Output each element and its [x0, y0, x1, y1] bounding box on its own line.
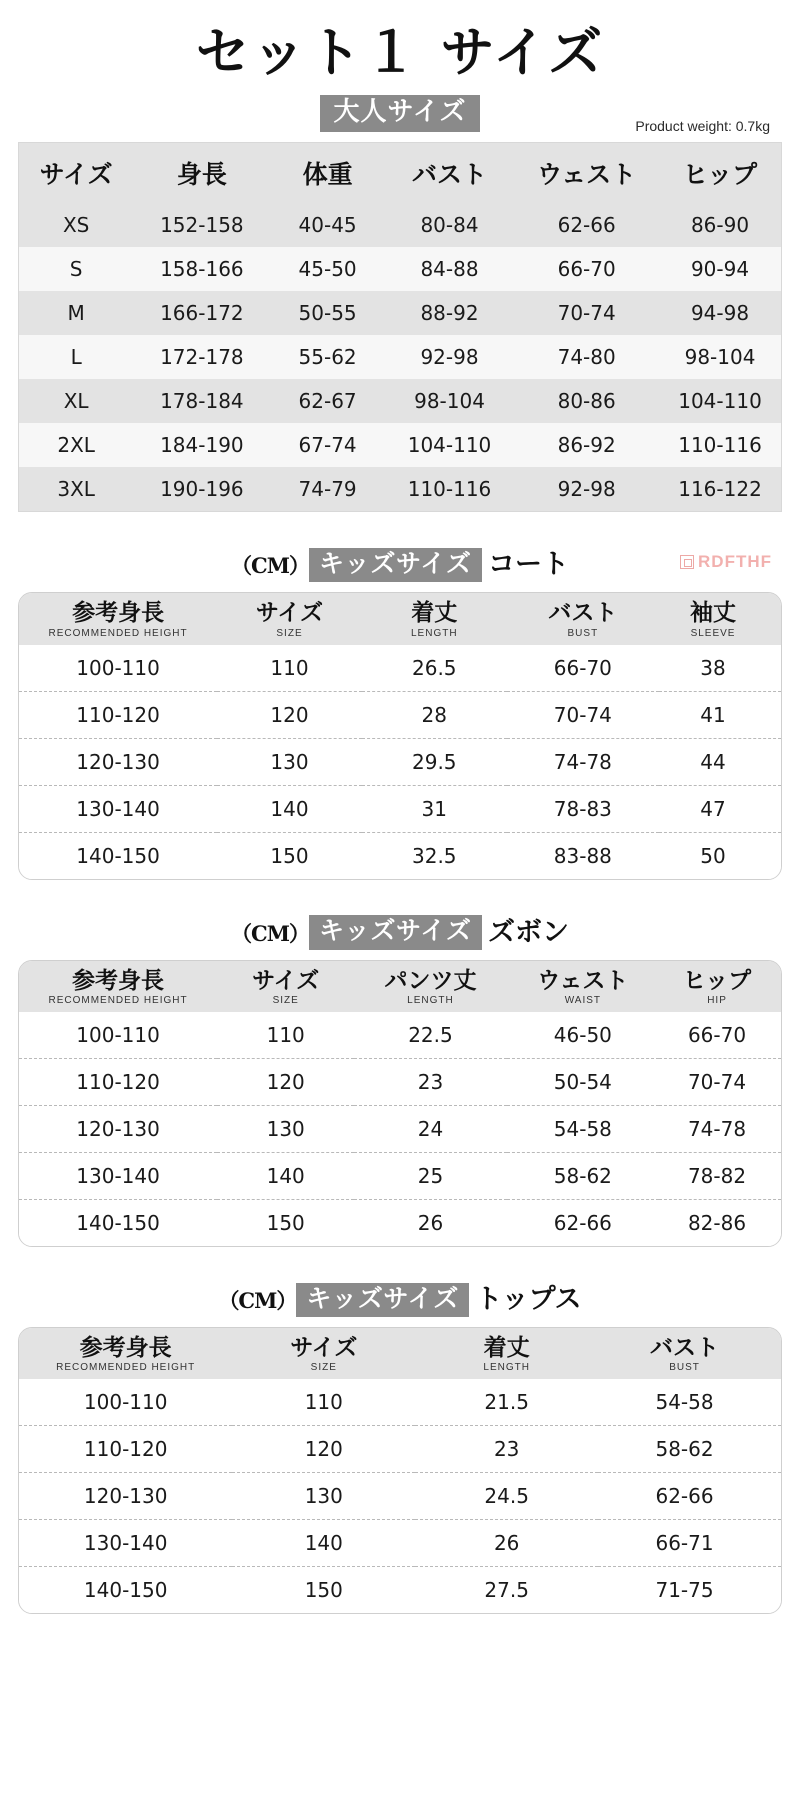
table-row: [19, 1199, 781, 1246]
kids-pants-section-header: [0, 910, 800, 956]
table-row: [19, 1520, 781, 1567]
cell-size: 120: [217, 691, 362, 738]
cell-bust: 104-110: [385, 423, 515, 467]
table-row: [19, 1058, 781, 1105]
cell-length: 24: [354, 1105, 506, 1152]
cell-hip: 94-98: [659, 291, 781, 335]
cell-hip: 66-70: [659, 1012, 781, 1059]
cell-length: 26: [415, 1520, 598, 1567]
cell-waist: 86-92: [514, 423, 659, 467]
kids-tops-table: [19, 1328, 781, 1613]
cell-waist: 46-50: [507, 1012, 659, 1059]
kids-coat-section-header: [0, 542, 800, 588]
col-header-en: RECOMMENDED HEIGHT: [48, 994, 188, 1006]
cell-size: 110: [217, 645, 362, 692]
kids-pants-table-wrapper: [18, 960, 782, 1247]
col-header-waist: ウェスト: [514, 143, 659, 203]
col-header-en: BUST: [669, 1362, 700, 1374]
cell-hip: 104-110: [659, 379, 781, 423]
cell-weight: 50-55: [270, 291, 384, 335]
col-header-recommended-height: [19, 1328, 232, 1379]
cell-recommended-height: 140-150: [19, 1199, 217, 1246]
cell-waist: 58-62: [507, 1152, 659, 1199]
cell-height: 178-184: [133, 379, 270, 423]
col-header-size: [232, 1328, 415, 1379]
cell-bust: 54-58: [598, 1379, 781, 1426]
col-header-length: [415, 1328, 598, 1379]
table-row: [19, 467, 781, 511]
col-header-length: [362, 593, 507, 644]
kids-coat-table-wrapper: [18, 592, 782, 879]
cell-weight: 67-74: [270, 423, 384, 467]
cell-size: S: [19, 247, 133, 291]
kids-tops-section: [0, 1277, 800, 1614]
garment-label-tops: トップス: [475, 1283, 582, 1315]
cell-sleeve: 41: [659, 691, 781, 738]
cell-recommended-height: 110-120: [19, 691, 217, 738]
cell-height: 158-166: [133, 247, 270, 291]
col-header-size: サイズ: [19, 143, 133, 203]
cell-waist: 92-98: [514, 467, 659, 511]
table-row: [19, 335, 781, 379]
cell-size: 2XL: [19, 423, 133, 467]
cell-bust: 80-84: [385, 203, 515, 247]
table-header-row: [19, 593, 781, 644]
adult-section: [0, 95, 800, 512]
col-header-jp: 着丈: [483, 1334, 530, 1361]
cell-size: 140: [217, 1152, 354, 1199]
col-header-en: SIZE: [272, 994, 299, 1006]
cell-length: 27.5: [415, 1567, 598, 1614]
cell-size: 110: [232, 1379, 415, 1426]
cell-size: XL: [19, 379, 133, 423]
cell-waist: 62-66: [507, 1199, 659, 1246]
col-header-jp: 参考身長: [79, 1334, 172, 1361]
adult-section-header: [0, 95, 800, 138]
col-header-hip: ヒップ: [659, 143, 781, 203]
col-header-jp: サイズ: [255, 600, 324, 627]
col-header-sleeve: [659, 593, 781, 644]
table-row: [19, 291, 781, 335]
cell-length: 23: [354, 1058, 506, 1105]
cell-bust: 66-70: [507, 645, 659, 692]
kids-pants-table: [19, 961, 781, 1246]
cell-bust: 62-66: [598, 1473, 781, 1520]
cell-sleeve: 38: [659, 645, 781, 692]
watermark-text: RDFTHF: [698, 552, 772, 571]
cell-bust: 98-104: [385, 379, 515, 423]
cell-weight: 45-50: [270, 247, 384, 291]
col-header-jp: サイズ: [290, 1334, 358, 1361]
kids-coat-table: [19, 593, 781, 878]
col-header-en: HIP: [707, 994, 727, 1006]
cell-waist: 80-86: [514, 379, 659, 423]
cell-sleeve: 50: [659, 832, 781, 879]
col-header-en: BUST: [567, 627, 599, 639]
cell-recommended-height: 140-150: [19, 1567, 232, 1614]
table-row: [19, 645, 781, 692]
cell-length: 26.5: [362, 645, 507, 692]
product-weight-note: Product weight: 0.7kg: [635, 118, 770, 135]
cell-weight: 55-62: [270, 335, 384, 379]
cell-size: 120: [217, 1058, 354, 1105]
cell-waist: 70-74: [514, 291, 659, 335]
col-header-en: LENGTH: [410, 627, 458, 639]
kids-pants-section: [0, 910, 800, 1247]
table-header-row: [19, 143, 781, 203]
cell-height: 172-178: [133, 335, 270, 379]
col-header-recommended-height: [19, 961, 217, 1012]
cell-bust: 84-88: [385, 247, 515, 291]
cell-waist: 74-80: [514, 335, 659, 379]
cell-waist: 54-58: [507, 1105, 659, 1152]
table-row: [19, 1105, 781, 1152]
col-header-bust: バスト: [385, 143, 515, 203]
cell-size: M: [19, 291, 133, 335]
table-row: [19, 1152, 781, 1199]
col-header-recommended-height: [19, 593, 217, 644]
table-row: [19, 247, 781, 291]
cell-waist: 66-70: [514, 247, 659, 291]
cell-recommended-height: 110-120: [19, 1426, 232, 1473]
cell-size: 140: [232, 1520, 415, 1567]
table-row: [19, 1012, 781, 1059]
col-header-jp: 着丈: [411, 600, 458, 627]
table-row: [19, 1567, 781, 1614]
col-header-jp: パンツ丈: [384, 967, 477, 994]
adult-size-table: [19, 143, 781, 511]
cell-size: 130: [232, 1473, 415, 1520]
table-row: [19, 1426, 781, 1473]
col-header-bust: [598, 1328, 781, 1379]
garment-label-pants: ズボン: [487, 916, 569, 948]
cell-bust: 92-98: [385, 335, 515, 379]
cell-height: 184-190: [133, 423, 270, 467]
cell-recommended-height: 100-110: [19, 1012, 217, 1059]
table-row: [19, 691, 781, 738]
col-header-en: LENGTH: [407, 994, 454, 1006]
adult-size-tag: 大人サイズ: [320, 95, 481, 132]
col-header-en: SIZE: [310, 1362, 337, 1374]
cell-height: 152-158: [133, 203, 270, 247]
cell-recommended-height: 130-140: [19, 1520, 232, 1567]
cell-size: 140: [217, 785, 362, 832]
cell-hip: 82-86: [659, 1199, 781, 1246]
kids-size-tag: キッズサイズ: [309, 548, 482, 582]
table-row: [19, 379, 781, 423]
col-header-en: RECOMMENDED HEIGHT: [56, 1362, 196, 1374]
kids-size-tag: キッズサイズ: [309, 915, 482, 949]
cell-hip: 70-74: [659, 1058, 781, 1105]
cell-recommended-height: 130-140: [19, 1152, 217, 1199]
cell-length: 22.5: [354, 1012, 506, 1059]
cell-size: 120: [232, 1426, 415, 1473]
cell-length: 32.5: [362, 832, 507, 879]
table-row: [19, 738, 781, 785]
table-row: [19, 832, 781, 879]
col-header-size: [217, 961, 354, 1012]
kids-size-tag: キッズサイズ: [296, 1283, 469, 1317]
kids-tops-table-wrapper: [18, 1327, 782, 1614]
cell-bust: 66-71: [598, 1520, 781, 1567]
cell-length: 23: [415, 1426, 598, 1473]
cell-bust: 74-78: [507, 738, 659, 785]
col-header-length: [354, 961, 506, 1012]
col-header-size: [217, 593, 362, 644]
cell-size: L: [19, 335, 133, 379]
cell-hip: 74-78: [659, 1105, 781, 1152]
cell-recommended-height: 140-150: [19, 832, 217, 879]
cell-height: 166-172: [133, 291, 270, 335]
cell-recommended-height: 120-130: [19, 738, 217, 785]
cell-bust: 71-75: [598, 1567, 781, 1614]
cell-length: 26: [354, 1199, 506, 1246]
cell-weight: 74-79: [270, 467, 384, 511]
cell-hip: 110-116: [659, 423, 781, 467]
table-row: [19, 785, 781, 832]
cell-hip: 78-82: [659, 1152, 781, 1199]
col-header-jp: ウェスト: [537, 967, 629, 994]
cell-size: 150: [217, 832, 362, 879]
table-row: [19, 203, 781, 247]
cell-waist: 62-66: [514, 203, 659, 247]
kids-tops-section-header: [0, 1277, 800, 1323]
cell-bust: 78-83: [507, 785, 659, 832]
cell-recommended-height: 110-120: [19, 1058, 217, 1105]
cell-length: 29.5: [362, 738, 507, 785]
cell-size: 130: [217, 1105, 354, 1152]
col-header-en: LENGTH: [483, 1362, 530, 1374]
table-row: [19, 1379, 781, 1426]
cell-length: 25: [354, 1152, 506, 1199]
table-header-row: [19, 1328, 781, 1379]
cell-bust: 58-62: [598, 1426, 781, 1473]
cell-size: XS: [19, 203, 133, 247]
cell-bust: 110-116: [385, 467, 515, 511]
cell-bust: 83-88: [507, 832, 659, 879]
cell-size: 150: [217, 1199, 354, 1246]
cell-length: 21.5: [415, 1379, 598, 1426]
cell-recommended-height: 130-140: [19, 785, 217, 832]
kids-coat-section: [0, 542, 800, 879]
cell-hip: 116-122: [659, 467, 781, 511]
col-header-en: WAIST: [564, 994, 601, 1006]
col-header-jp: ヒップ: [682, 967, 752, 994]
garment-label-coat: コート: [487, 549, 569, 581]
cell-size: 110: [217, 1012, 354, 1059]
cell-hip: 90-94: [659, 247, 781, 291]
col-header-height: 身長: [133, 143, 270, 203]
col-header-jp: バスト: [650, 1334, 720, 1361]
col-header-hip: [659, 961, 781, 1012]
cell-bust: 70-74: [507, 691, 659, 738]
unit-label-cm: （CM）: [231, 553, 309, 579]
unit-label-cm: （CM）: [231, 920, 309, 946]
col-header-en: RECOMMENDED HEIGHT: [48, 627, 188, 639]
cell-sleeve: 47: [659, 785, 781, 832]
cell-size: 130: [217, 738, 362, 785]
cell-sleeve: 44: [659, 738, 781, 785]
cell-hip: 86-90: [659, 203, 781, 247]
cell-recommended-height: 100-110: [19, 1379, 232, 1426]
col-header-en: SLEEVE: [690, 627, 736, 639]
col-header-bust: [507, 593, 659, 644]
cell-length: 28: [362, 691, 507, 738]
cell-hip: 98-104: [659, 335, 781, 379]
cell-size: 150: [232, 1567, 415, 1614]
col-header-weight: 体重: [270, 143, 384, 203]
cell-height: 190-196: [133, 467, 270, 511]
cell-length: 31: [362, 785, 507, 832]
cell-weight: 40-45: [270, 203, 384, 247]
table-row: [19, 1473, 781, 1520]
col-header-jp: バスト: [548, 600, 618, 627]
cell-recommended-height: 120-130: [19, 1473, 232, 1520]
adult-size-table-wrapper: [18, 142, 782, 512]
col-header-jp: サイズ: [252, 967, 320, 994]
col-header-jp: 袖丈: [690, 600, 737, 627]
cell-recommended-height: 100-110: [19, 645, 217, 692]
col-header-jp: 参考身長: [72, 600, 165, 627]
col-header-en: SIZE: [276, 627, 303, 639]
unit-label-cm: （CM）: [218, 1287, 297, 1313]
col-header-jp: 参考身長: [72, 967, 165, 994]
page-title: セット１ サイズ: [195, 21, 605, 84]
col-header-waist: [507, 961, 659, 1012]
cell-waist: 50-54: [507, 1058, 659, 1105]
table-row: [19, 423, 781, 467]
cell-size: 3XL: [19, 467, 133, 511]
cell-bust: 88-92: [385, 291, 515, 335]
table-header-row: [19, 961, 781, 1012]
cell-recommended-height: 120-130: [19, 1105, 217, 1152]
cell-length: 24.5: [415, 1473, 598, 1520]
cell-weight: 62-67: [270, 379, 384, 423]
